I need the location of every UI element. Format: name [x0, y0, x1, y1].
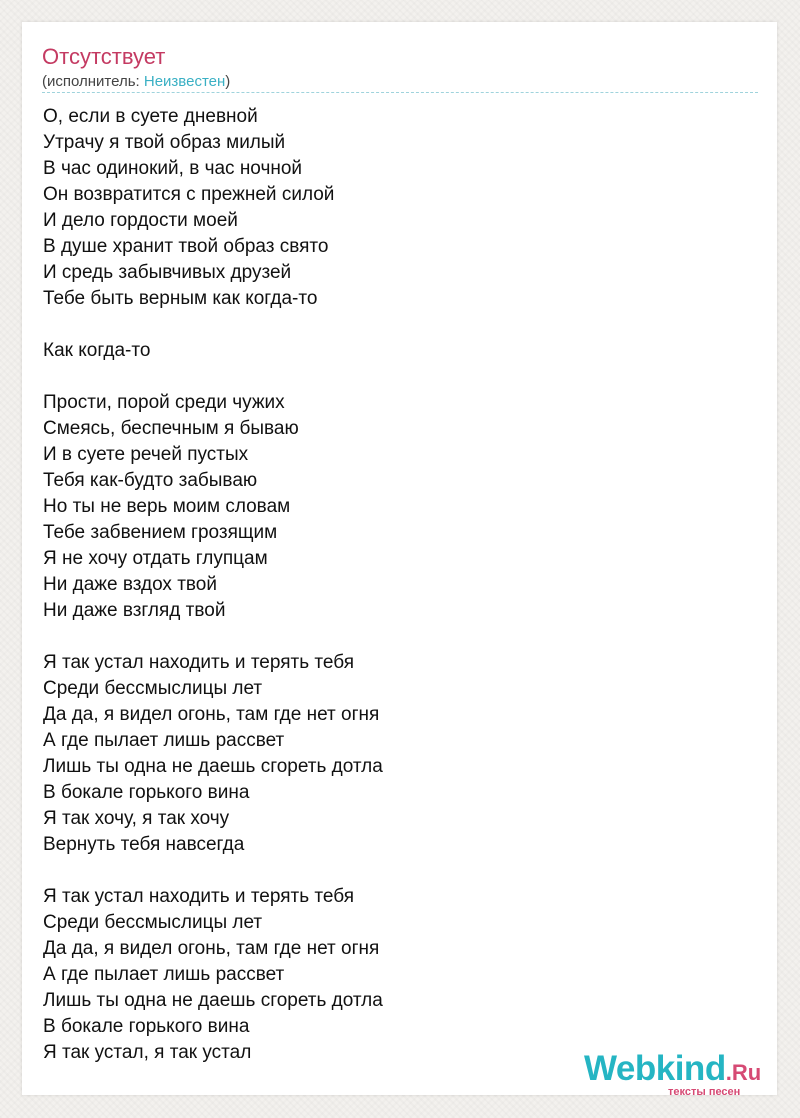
song-meta [42, 73, 230, 91]
logo-tagline: тексты песен [668, 1086, 741, 1098]
song-title: Отсутствует [42, 44, 166, 69]
lyric-line: Но ты не верь моим словам [43, 496, 291, 517]
lyric-line: Как когда-то [43, 340, 151, 361]
lyric-line: Ни даже вздох твой [43, 574, 217, 595]
artist-link[interactable]: Неизвестен [143, 73, 226, 90]
lyric-line: Тебя как-будто забываю [43, 470, 258, 491]
lyric-line: И средь забывчивых друзей [43, 262, 292, 283]
lyric-line: Я так устал находить и терять тебя [43, 652, 354, 673]
lyric-line: В бокале горького вина [43, 782, 250, 803]
lyric-line: Я так устал находить и терять тебя [43, 886, 354, 907]
lyric-line: В бокале горького вина [43, 1016, 250, 1037]
lyric-line: Утрачу я твой образ милый [43, 132, 286, 153]
logo-name: Webkind [584, 1049, 726, 1088]
stanza-break [43, 858, 743, 884]
lyric-line: Лишь ты одна не даешь сгореть дотла [43, 756, 383, 777]
lyric-line: О, если в суете дневной [43, 106, 258, 127]
lyric-line: Среди бессмыслицы лет [43, 678, 263, 699]
lyric-line: Тебе забвением грозящим [43, 522, 278, 543]
meta-suffix: ) [225, 73, 231, 90]
stanza-break [43, 364, 743, 390]
lyric-line: Тебе быть верным как когда-то [43, 288, 318, 309]
lyric-line: И дело гордости моей [43, 210, 238, 231]
lyric-line: В душе хранит твой образ свято [43, 236, 329, 257]
lyric-line: Смеясь, беспечным я бываю [43, 418, 299, 439]
lyric-line: Я не хочу отдать глупцам [43, 548, 268, 569]
meta-prefix: (исполнитель: [42, 73, 144, 90]
lyric-line: А где пылает лишь рассвет [43, 730, 285, 751]
title-divider [42, 92, 758, 93]
lyric-line: Да да, я видел огонь, там где нет огня [43, 704, 380, 725]
stanza-break [43, 624, 743, 650]
lyric-line: Лишь ты одна не даешь сгореть дотла [43, 990, 383, 1011]
lyric-line: И в суете речей пустых [43, 444, 249, 465]
lyric-line: Я так устал, я так устал [43, 1042, 252, 1063]
lyric-line: Он возвратится с прежней силой [43, 184, 335, 205]
logo-tld: .Ru [725, 1060, 762, 1085]
lyrics-body [43, 104, 743, 1066]
lyric-line: Я так хочу, я так хочу [43, 808, 230, 829]
lyric-line: Вернуть тебя навсегда [43, 834, 245, 855]
lyric-line: А где пылает лишь рассвет [43, 964, 285, 985]
lyric-line: Среди бессмыслицы лет [43, 912, 263, 933]
lyric-line: В час одинокий, в час ночной [43, 158, 303, 179]
stanza-break [43, 312, 743, 338]
site-logo [584, 1049, 784, 1099]
lyrics-sheet [22, 22, 777, 1098]
lyric-line: Ни даже взгляд твой [43, 600, 226, 621]
lyric-line: Прости, порой среди чужих [43, 392, 285, 413]
lyric-line: Да да, я видел огонь, там где нет огня [43, 938, 380, 959]
